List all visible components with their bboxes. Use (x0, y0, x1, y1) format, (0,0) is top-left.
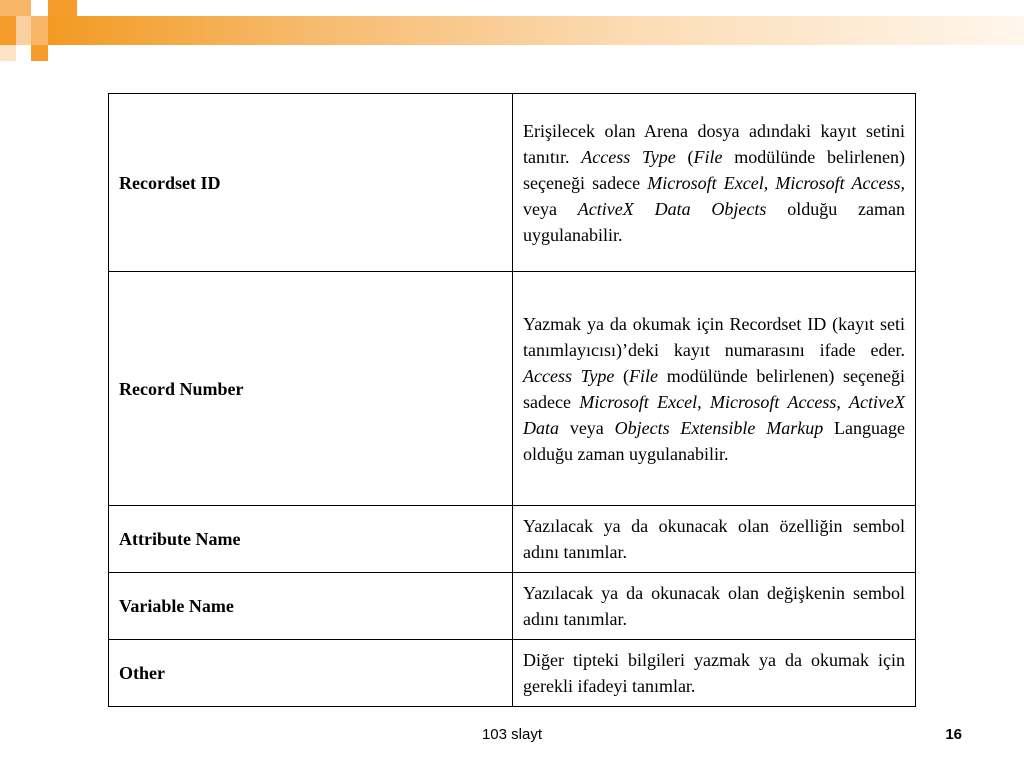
description-text: Language olduğu zaman uygulanabilir. (523, 417, 906, 464)
description-text: Diğer tipteki bilgileri yazmak ya da okumak için gerekli ifadeyi tanımlar. (523, 650, 905, 696)
italic-term: Microsoft Excel, Microsoft Access, ActiveX Data (523, 391, 905, 438)
description-cell (513, 640, 916, 707)
italic-term: ActiveX Data Objects (577, 198, 767, 219)
decor-square (0, 45, 16, 61)
term-cell: Attribute Name (109, 506, 513, 573)
decor-square (0, 16, 16, 45)
description-text: ( (675, 146, 694, 167)
term-cell: Recordset ID (109, 94, 513, 272)
description-text: Erişilecek olan Arena dosya adındaki kayıt setini tanıtır. (523, 120, 905, 167)
page-number: 16 (945, 726, 962, 743)
description-text: modülünde belirlenen) seçeneği sadece (523, 146, 905, 193)
decor-square (31, 45, 48, 61)
term-cell: Record Number (109, 272, 513, 506)
header-gradient-bar (48, 16, 1024, 45)
italic-term: Access Type (581, 146, 676, 167)
slide-count: 103 slayt (481, 726, 543, 743)
decor-square (31, 0, 48, 16)
decor-square (16, 16, 31, 45)
italic-term: Microsoft Excel, Microsoft Access, (647, 172, 905, 193)
table-row (109, 640, 916, 707)
table-row (109, 94, 916, 272)
table-row (109, 506, 916, 573)
slide-footer (0, 726, 1024, 748)
description-cell (513, 573, 916, 640)
description-text: veya (559, 417, 615, 438)
description-cell (513, 506, 916, 573)
decor-square (31, 16, 48, 45)
description-cell (513, 94, 916, 272)
italic-term: File (629, 365, 659, 386)
description-text: olduğu zaman uygulanabilir. (523, 198, 905, 245)
italic-term: File (693, 146, 723, 167)
description-text: Yazılacak ya da okunacak olan özelliğin sembol adını tanımlar. (523, 516, 905, 562)
description-text: modülünde belirlenen) seçeneği sadece (523, 365, 905, 412)
term-cell: Variable Name (109, 573, 513, 640)
table-row (109, 573, 916, 640)
description-cell (513, 272, 916, 506)
table-row (109, 272, 916, 506)
italic-term: Access Type (523, 365, 615, 386)
description-text: veya (523, 198, 578, 219)
definitions-table (108, 93, 916, 707)
italic-term: Objects Extensible Markup (614, 417, 824, 438)
description-text: ( (614, 365, 630, 386)
decor-square (48, 0, 77, 16)
term-cell: Other (109, 640, 513, 707)
description-text: Yazılacak ya da okunacak olan değişkenin sembol adını tanımlar. (523, 583, 905, 629)
decor-square (0, 0, 31, 16)
description-text: Yazmak ya da okumak için Recordset ID (kayıt seti tanımlayıcısı)’deki kayıt numarasını ifade eder. (523, 313, 905, 360)
